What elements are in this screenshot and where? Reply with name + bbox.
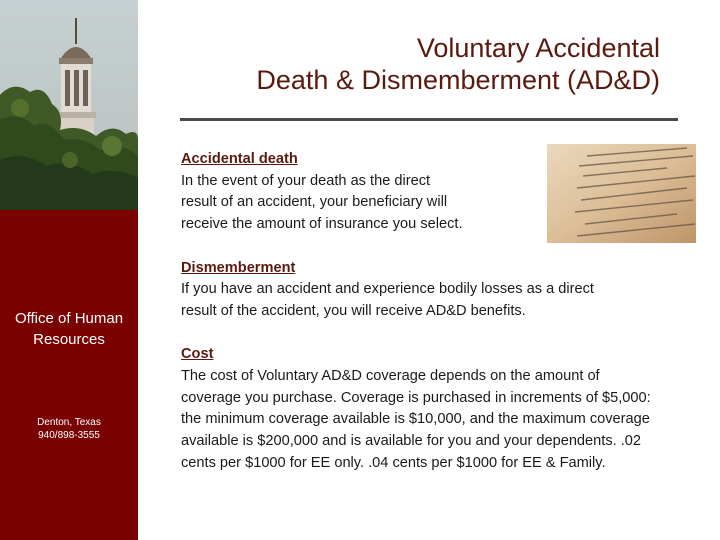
cost-line: The cost of Voluntary AD&D coverage depends on the amount of [181, 368, 600, 384]
accidental-death-line: result of an accident, your beneficiary will [181, 194, 448, 211]
dismemberment-line: result of the accident, you will receive AD&D benefits. [181, 302, 526, 319]
cost-line: coverage you purchase. Coverage is purchased in increments of $5,000: [181, 389, 651, 406]
cost-line: the minimum coverage available is $10,000, and the maximum coverage [181, 411, 650, 428]
department-line-1: Office of Human [14, 310, 124, 327]
title-line-2: Death & Dismemberment (AD&D) [256, 65, 660, 95]
cost-line: available is $200,000 and is available for you and your dependents. .02 [181, 433, 642, 450]
dismemberment-heading: Dismemberment [181, 259, 296, 276]
title-line-1: Voluntary Accidental [416, 33, 660, 63]
spacer [181, 323, 711, 345]
cost-heading: Cost [181, 346, 214, 363]
accidental-death-heading: Accidental death [181, 151, 298, 167]
department-name [0, 308, 138, 350]
clock-tower-photo [0, 0, 138, 210]
phone-text: 940/898-3555 [38, 430, 100, 441]
department-line-2: Resources [33, 331, 105, 348]
sidebar [0, 0, 138, 540]
accidental-death-line: receive the amount of insurance you select. [181, 216, 463, 233]
cost-line: cents per $1000 for EE only. .04 cents per $1000 for EE & Family. [181, 454, 606, 471]
location-text: Denton, Texas [37, 417, 101, 428]
spacer [181, 236, 711, 258]
accidental-death-line: In the event of your death as the direct [181, 172, 431, 189]
title-divider [180, 118, 678, 121]
page-title [150, 32, 660, 96]
content-body [181, 149, 711, 475]
contact-info [0, 416, 138, 442]
dismemberment-line: If you have an accident and experience bodily losses as a direct [181, 281, 594, 298]
